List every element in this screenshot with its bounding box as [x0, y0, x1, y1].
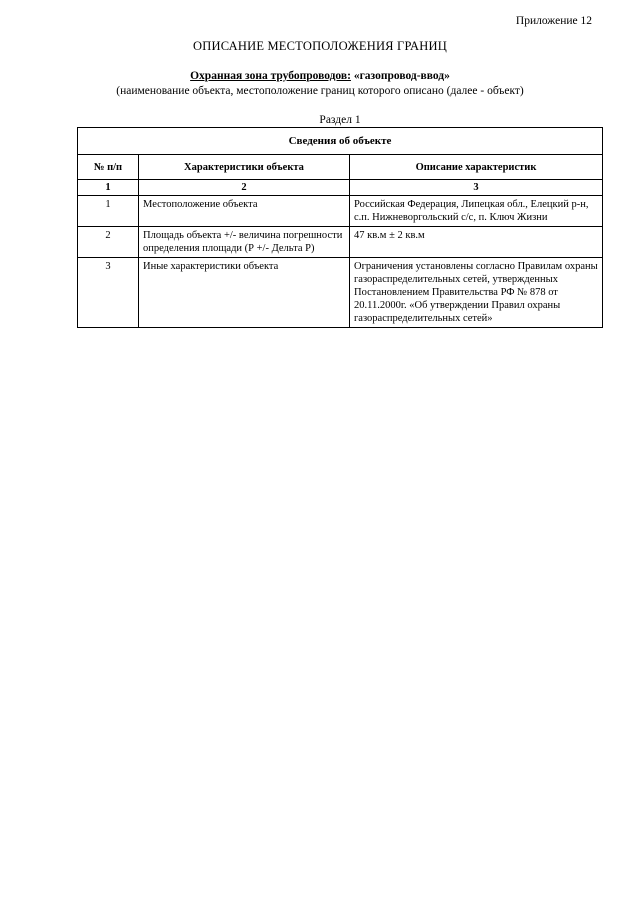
object-prefix: Охранная зона трубопроводов: [190, 70, 351, 82]
row-description: 47 кв.м ± 2 кв.м [350, 227, 603, 258]
object-line [0, 70, 640, 82]
table-caption: Сведения об объекте [78, 128, 603, 155]
row-number: 3 [78, 258, 139, 328]
object-note: (наименование объекта, местоположение границ которого описано (далее - объект) [116, 85, 524, 97]
column-numbers-row [78, 180, 603, 196]
row-description: Российская Федерация, Липецкая обл., Елецкий р-н, с.п. Нижневоргольский с/с, п. Ключ Жизни [350, 196, 603, 227]
header-number: № п/п [78, 155, 139, 180]
column-number: 1 [78, 180, 139, 196]
row-characteristic: Иные характеристики объекта [139, 258, 350, 328]
document-title: ОПИСАНИЕ МЕСТОПОЛОЖЕНИЯ ГРАНИЦ [193, 39, 447, 53]
header-characteristic: Характеристики объекта [139, 155, 350, 180]
section-label: Раздел 1 [319, 114, 361, 126]
table-row [78, 196, 603, 227]
row-characteristic: Местоположение объекта [139, 196, 350, 227]
object-name: «газопровод-ввод» [353, 70, 450, 82]
column-number: 3 [350, 180, 603, 196]
table-header-row [78, 155, 603, 180]
table-row [78, 227, 603, 258]
row-description: Ограничения установлены согласно Правилам охраны газораспределительных сетей, утвержденных Постановлением Правительства РФ № 878 от 20.11.2000г. «Об утверждении Правил охраны газораспределительных сетей» [350, 258, 603, 328]
object-info-table [77, 127, 603, 328]
table-caption-row [78, 128, 603, 155]
row-characteristic: Площадь объекта +/- величина погрешности определения площади (Р +/- Дельта Р) [139, 227, 350, 258]
row-number: 1 [78, 196, 139, 227]
row-number: 2 [78, 227, 139, 258]
table-row [78, 258, 603, 328]
appendix-label: Приложение 12 [515, 15, 592, 27]
header-description: Описание характеристик [350, 155, 603, 180]
column-number: 2 [139, 180, 350, 196]
